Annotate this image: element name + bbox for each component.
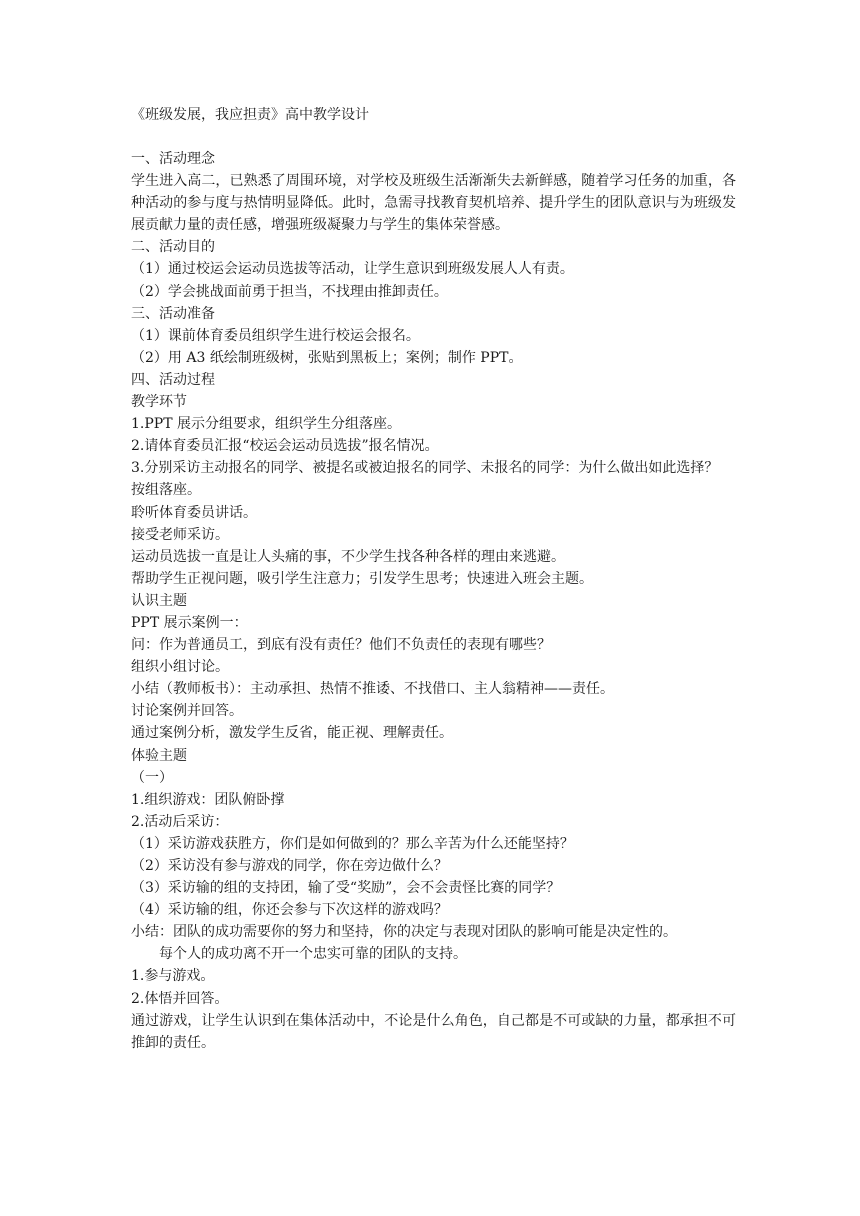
interview-item: （2）采访没有参与游戏的同学，你在旁边做什么？: [131, 858, 448, 874]
document-title: 《班级发展，我应担责》高中教学设计: [131, 107, 369, 123]
preparation-item-1: （1）课前体育委员组织学生进行校运会报名。: [131, 327, 420, 344]
case-question: 问：作为普通员工，到底有没有责任？他们不负责任的表现有哪些？: [131, 637, 551, 654]
document-page: [131, 104, 736, 1054]
case-line: 通过案例分析，激发学生反省，能正视、理解责任。: [131, 725, 453, 742]
part-one-label: （一）: [131, 769, 173, 786]
subheading-understand-theme: 认识主题: [131, 592, 187, 609]
subheading-experience-theme: 体验主题: [131, 747, 187, 764]
design-intent-line: 帮助学生正视问题，吸引学生注意力；引发学生思考；快速进入班会主题。: [131, 570, 593, 587]
step-line: 2.请体育委员汇报“校运会运动员选拔”报名情况。: [131, 438, 439, 455]
interview-item: （4）采访输的组，你还会参与下次这样的游戏吗？: [131, 902, 448, 919]
concept-paragraph: 学生进入高二，已熟悉了周围环境，对学校及班级生活渐渐失去新鲜感，随着学习任务的加重，各种活动的参与度与热情明显降低。此时，急需寻找教育契机培养、提升学生的团队意识与为班级发展贡献力量的责任感，增强班级凝聚力与学生的集体荣誉感。: [131, 173, 736, 234]
game-summary: 小结：团队的成功需要你的努力和坚持，你的决定与表现对团队的影响可能是决定性的。: [131, 924, 677, 941]
student-activity-line: 接受老师采访。: [131, 526, 229, 543]
section-heading-preparation: 三、活动准备: [131, 305, 215, 322]
section-heading-process: 四、活动过程: [131, 371, 215, 388]
case-line: PPT 展示案例一：: [131, 614, 248, 631]
game-line: 2.活动后采访：: [131, 813, 229, 830]
section-heading-purpose: 二、活动目的: [131, 239, 215, 256]
step-line: 3.分别采访主动报名的同学、被提名或被迫报名的同学、未报名的同学：为什么做出如此选择？: [131, 460, 719, 477]
student-activity-line: 1.参与游戏。: [131, 968, 215, 985]
student-activity-line: 按组落座。: [131, 482, 201, 499]
subheading-teaching-steps: 教学环节: [131, 394, 187, 411]
section-heading-concept: 一、活动理念: [131, 151, 215, 167]
game-line: 1.组织游戏：团队俯卧撑: [131, 791, 285, 808]
interview-item: （1）采访游戏获胜方，你们是如何做到的？那么辛苦为什么还能坚持？: [131, 835, 574, 852]
purpose-item-1: （1）通过校运会运动员选拔等活动，让学生意识到班级发展人人有责。: [131, 261, 574, 278]
design-intent-paragraph: 通过游戏，让学生认识到在集体活动中，不论是什么角色，自己都是不可或缺的力量，都承担不可推卸的责任。: [131, 1012, 736, 1051]
student-activity-line: 聆听体育委员讲话。: [131, 504, 257, 521]
case-line: 讨论案例并回答。: [131, 703, 243, 720]
preparation-item-2: （2）用 A3 纸绘制班级树，张贴到黑板上；案例；制作 PPT。: [131, 349, 523, 366]
case-summary: 小结（教师板书）：主动承担、热情不推诿、不找借口、主人翁精神——责任。: [131, 681, 614, 698]
step-line: 1.PPT 展示分组要求，组织学生分组落座。: [131, 416, 401, 433]
purpose-item-2: （2）学会挑战面前勇于担当，不找理由推卸责任。: [131, 283, 448, 300]
interview-item: （3）采访输的组的支持团，输了受“奖励”，会不会责怪比赛的同学？: [131, 880, 561, 897]
case-line: 组织小组讨论。: [131, 659, 229, 676]
game-summary-continued: 每个人的成功离不开一个忠实可靠的团队的支持。: [159, 946, 467, 963]
design-intent-line: 运动员选拔一直是让人头痛的事，不少学生找各种各样的理由来逃避。: [131, 548, 565, 565]
student-activity-line: 2.体悟并回答。: [131, 990, 229, 1007]
